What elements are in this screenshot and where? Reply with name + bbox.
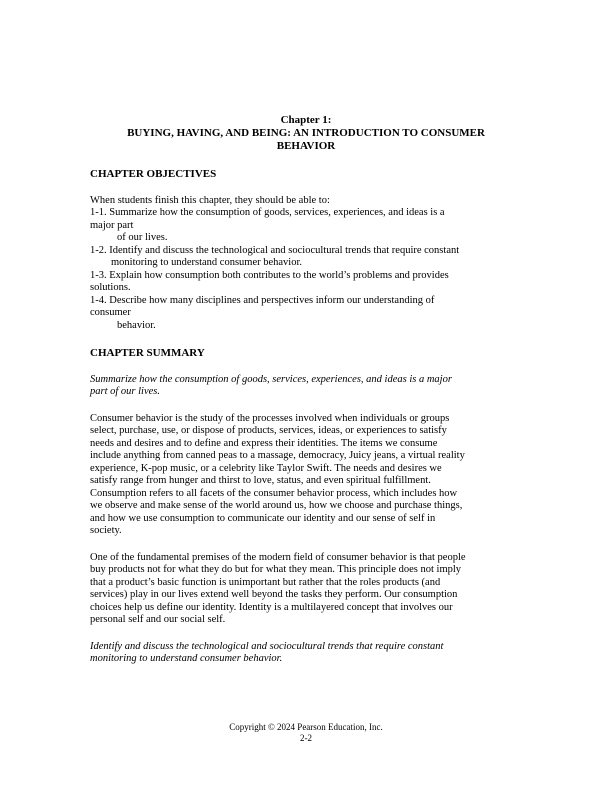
chapter-title-line1: BUYING, HAVING, AND BEING: AN INTRODUCTION TO CONSUMER [127, 127, 485, 139]
paragraph-line: One of the fundamental premises of the modern field of consumer behavior is that people [90, 551, 466, 563]
objective-1-1 [90, 207, 522, 245]
objectives-intro: When students finish this chapter, they should be able to: [90, 194, 330, 206]
paragraph-line: society. [90, 525, 122, 536]
objective-line: solutions. [90, 282, 131, 293]
copyright-notice: Copyright © 2024 Pearson Education, Inc. [229, 722, 383, 732]
paragraph-gap [90, 627, 522, 641]
summary-paragraph-1 [90, 413, 522, 538]
objective-line: 1-3. Explain how consumption both contributes to the world’s problems and provides [90, 269, 449, 281]
paragraph-line: and how we use consumption to communicate our identity and our sense of self in [90, 512, 436, 524]
paragraph-line: satisfy range from hunger and thirst to love, status, and even spiritual fulfillment. [90, 475, 431, 486]
paragraph-line: needs and desires and to define and express their identities. The items we consume [90, 437, 438, 449]
paragraph-line: include anything from canned peas to a massage, democracy, Juicy jeans, a virtual reality [90, 450, 465, 461]
objective-line: major part [90, 219, 134, 231]
subhead-line: monitoring to understand consumer behavior. [90, 653, 283, 664]
paragraph-line: Consumer behavior is the study of the processes involved when individuals or groups [90, 412, 450, 424]
chapter-heading [90, 114, 522, 153]
objective-line: monitoring to understand consumer behavior. [111, 257, 303, 268]
subhead-line: Identify and discuss the technological and sociocultural trends that require constant [90, 640, 444, 652]
paragraph-line: personal self and our social self. [90, 614, 226, 625]
page-footer [0, 722, 612, 744]
paragraph-line: buy products not for what they do but for what they mean. This principle does not imply [90, 564, 462, 575]
subhead-line: Summarize how the consumption of goods, services, experiences, and ideas is a major [90, 373, 452, 385]
paragraph-line: services) play in our lives extend well beyond the tasks they perform. Our consumption [90, 589, 458, 600]
paragraph-line: choices help us define our identity. Identity is a multilayered concept that involves our [90, 601, 453, 613]
paragraph-line: we observe and make sense of the world around us, how we choose and purchase things, [90, 500, 463, 511]
objective-line: 1-1. Summarize how the consumption of goods, services, experiences, and ideas is a [90, 207, 445, 218]
chapter-label: Chapter 1: [280, 114, 332, 126]
objective-line: consumer [90, 307, 131, 318]
summary-subhead-2 [90, 641, 522, 666]
subhead-line: part of our lives. [90, 386, 160, 397]
summary-paragraph-2 [90, 552, 522, 627]
objective-1-4 [90, 295, 522, 333]
objective-1-2 [90, 245, 522, 270]
chapter-title-line2: BEHAVIOR [276, 140, 336, 152]
page-number: 2-2 [300, 733, 312, 743]
objectives-list [90, 195, 522, 333]
page-content [90, 114, 522, 666]
objective-line: 1-4. Describe how many disciplines and perspectives inform our understanding of [90, 294, 435, 306]
paragraph-line: that a product’s basic function is unimportant but rather that the roles products (and [90, 576, 441, 588]
paragraph-line: experience, K-pop music, or a celebrity like Taylor Swift. The needs and desires we [90, 462, 442, 474]
paragraph-gap [90, 538, 522, 552]
objective-line: behavior. [117, 319, 156, 331]
objectives-title: CHAPTER OBJECTIVES [90, 168, 217, 180]
objective-1-3 [90, 270, 522, 295]
paragraph-line: select, purchase, use, or dispose of products, services, ideas, or experiences to satisfy [90, 425, 447, 436]
paragraph-gap [90, 399, 522, 413]
objective-line: of our lives. [117, 232, 168, 243]
summary-subhead-1 [90, 374, 522, 399]
paragraph-line: Consumption refers to all facets of the consumer behavior process, which includes how [90, 487, 458, 499]
summary-title: CHAPTER SUMMARY [90, 347, 205, 359]
objective-line: 1-2. Identify and discuss the technological and sociocultural trends that require constant [90, 244, 460, 256]
